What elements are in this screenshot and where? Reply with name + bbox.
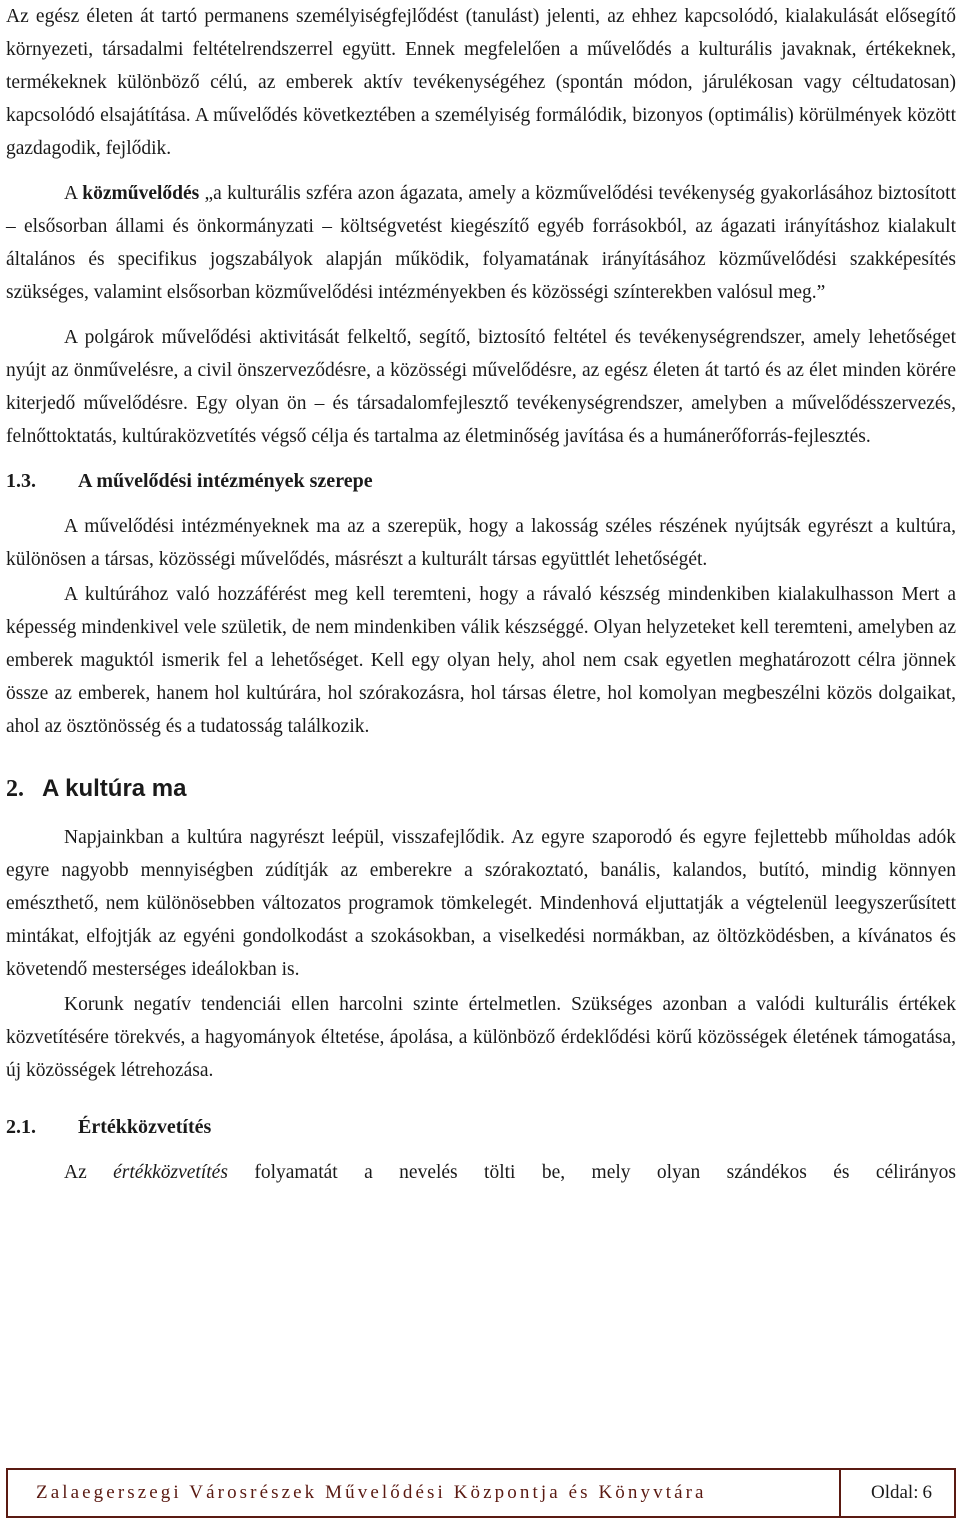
paragraph-napjainkban: Napjainkban a kultúra nagyrészt leépül, visszafejlődik. Az egyre szaporodó és egyre fejlettebb műholdas adók egyre nagyobb mennyiségben zúdítják az emberekre a szórakoztató, banális, kalandos, butító, mindig könnyen emészthető, nem különösebben változatos programok tömkelegét. Mindenhová eljuttatják a végtelenül leegyszerűsített mintákat, elfojtják az egyéni gondolkodást a szokásokban, a viselkedési normákban, az öltözködésben, a kívánatos és követendő mesterséges ideálokban is. [6,827,956,980]
paragraph-text: folyamatát a nevelés tölti be, mely olyan szándékos és célirányos [227,1162,956,1183]
paragraph-korunk: Korunk negatív tendenciái ellen harcolni szinte értelmetlen. Szükséges azonban a valódi kulturális értékek közvetítésére törekvés, a hagyományok éltetése, ápolása, a különböző érdeklődési körű közösségek életének támogatása, új közösségek létrehozása. [6,994,956,1081]
page-label: Oldal: [871,1482,919,1503]
document-body [6,0,956,1189]
paragraph-text: A [64,183,83,204]
paragraph-hozzaferes: A kultúrához való hozzáférést meg kell teremteni, hogy a rávaló készség mindenkiben kialakulhasson Mert a képesség mindenkivel vele születik, de nem mindenkiben válik készséggé. Olyan helyzeteket kell teremteni, amelyben az emberek maguktól ismerik fel a lehetőséget. Kell egy olyan hely, ahol nem csak egyetlen meghatározott célra jönnek össze az emberek, hanem hol kultúrára, hol szórakozásra, hol társas életre, hol komolyan megbeszélni közös dolgaikat, ahol az ösztönösség és a tudatosság találkozik. [6,584,956,737]
section-number: 2. [6,776,24,802]
bold-term: közművelődés [82,183,200,204]
section-heading-2 [6,769,956,809]
paragraph-ertekkozvetites [6,1156,956,1189]
section-heading-1-3 [6,465,956,498]
paragraph-muvelodes-definition: Az egész életen át tartó permanens személyiségfejlődést (tanulást) jelenti, az ehhez kapcsolódó, kialakulását elősegítő környezeti, társadalmi feltételrendszerrel együtt. Ennek megfelelően a művelődés a kulturális javaknak, értékeknek, termékeknek különböző célú, az emberek aktív tevékenységéhez (spontán módon, járulékosan vagy céltudatosan) kapcsolódó elsajátítása. A művelődés következtében a személyiség formálódik, bizonyos (optimális) körülmények között gazdagodik, fejlődik. [6,6,956,159]
section-heading-2-1 [6,1111,956,1144]
paragraph-kozmuvelodes-definition [6,177,956,309]
section-title: Értékközvetítés [78,1116,212,1138]
footer-organization: Zalaegerszegi Városrészek Művelődési Központja és Könyvtára [36,1482,707,1503]
paragraph-text: „a kulturális szféra azon ágazata, amely a közművelődési tevékenység gyakorlásához biztosított – elsősorban állami és önkormányzati – költségvetést kiegészítő egyéb forrásokból, az ágazati irányításhoz kialakult általános és specifikus jogszabályok alapján működik, folyamatának irányításához közművelődési szakképesítés szükséges, valamint elsősorban közművelődési intézményekben és közösségi színterekben valósul meg.” [6,183,956,303]
section-title: A kultúra ma [42,775,187,802]
page-number: 6 [922,1482,932,1503]
section-title: A művelődési intézmények szerepe [78,470,373,492]
italic-term: értékközvetítés [113,1162,228,1183]
footer-page-number-box [839,1470,954,1516]
section-number: 2.1. [6,1116,36,1138]
section-number: 1.3. [6,470,36,492]
paragraph-text: Az [64,1162,114,1183]
paragraph-intezmenyek: A művelődési intézményeknek ma az a szerepük, hogy a lakosság széles részének nyújtsák egyrészt a kultúra, különösen a társas, közösségi művelődés, másrészt a kulturált társas együttlét lehetőségét. [6,516,956,570]
paragraph-polgarok: A polgárok művelődési aktivitását felkeltő, segítő, biztosító feltétel és tevékenységrendszer, amely lehetőséget nyújt az önművelésre, a civil önszerveződésre, a közösségi művelődésre, az egész életen át tartó és az élet minden körére kiterjedő művelődésre. Egy olyan ön – és társadalomfejlesztő tevékenységrendszer, amelyben a művelődésszervezés, felnőttoktatás, kultúraközvetítés végső célja és tartalma az életminőség javítása és a humánerőforrás-fejlesztés. [6,327,956,447]
page-footer [6,1468,956,1518]
